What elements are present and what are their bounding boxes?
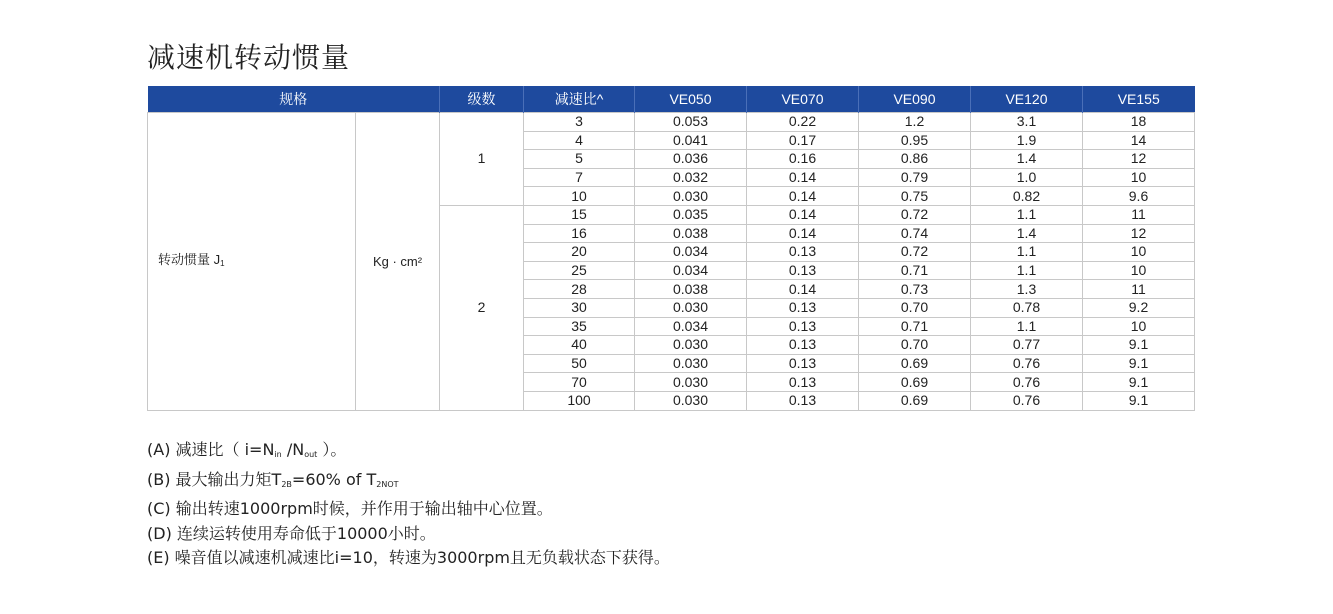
value-cell: 1.1: [971, 261, 1083, 280]
value-cell: 0.030: [635, 187, 747, 206]
note-a-sub-out: out: [304, 450, 318, 459]
value-cell: 0.13: [747, 373, 859, 392]
value-cell: 0.030: [635, 373, 747, 392]
ratio-cell: 28: [524, 280, 635, 299]
value-cell: 0.032: [635, 168, 747, 187]
value-cell: 0.76: [971, 354, 1083, 373]
value-cell: 0.75: [859, 187, 971, 206]
note-b-text-mid: =60% of T: [291, 469, 377, 489]
ratio-cell: 50: [524, 354, 635, 373]
value-cell: 0.14: [747, 280, 859, 299]
ratio-cell: 10: [524, 187, 635, 206]
value-cell: 0.77: [971, 336, 1083, 355]
value-cell: 9.1: [1083, 354, 1195, 373]
table-header-row: [148, 86, 1195, 113]
value-cell: 0.74: [859, 224, 971, 243]
value-cell: 0.13: [747, 317, 859, 336]
header-ve090: VE090: [859, 86, 971, 113]
note-d: (D) 连续运转使用寿命低于10000小时。: [147, 523, 436, 543]
ratio-cell: 25: [524, 261, 635, 280]
value-cell: 0.72: [859, 205, 971, 224]
value-cell: 0.038: [635, 280, 747, 299]
value-cell: 0.95: [859, 131, 971, 150]
value-cell: 0.030: [635, 298, 747, 317]
ratio-cell: 3: [524, 113, 635, 132]
header-ve050: VE050: [635, 86, 747, 113]
note-a-text-end: ）。: [317, 440, 347, 459]
value-cell: 1.1: [971, 243, 1083, 262]
value-cell: 9.1: [1083, 391, 1195, 410]
value-cell: 1.2: [859, 113, 971, 132]
header-stages: 级数: [440, 86, 524, 113]
value-cell: 0.13: [747, 336, 859, 355]
note-a-text: (A) 减速比（ i=N: [147, 440, 275, 459]
value-cell: 1.0: [971, 168, 1083, 187]
value-cell: 0.73: [859, 280, 971, 299]
value-cell: 18: [1083, 113, 1195, 132]
value-cell: 0.13: [747, 354, 859, 373]
value-cell: 12: [1083, 224, 1195, 243]
value-cell: 0.17: [747, 131, 859, 150]
ratio-cell: 20: [524, 243, 635, 262]
stage-cell-2: 2: [440, 205, 524, 410]
value-cell: 12: [1083, 150, 1195, 169]
ratio-cell: 15: [524, 205, 635, 224]
value-cell: 0.13: [747, 298, 859, 317]
value-cell: 0.14: [747, 168, 859, 187]
value-cell: 9.2: [1083, 298, 1195, 317]
note-b-text: (B) 最大输出力矩T: [147, 469, 282, 489]
value-cell: 0.14: [747, 205, 859, 224]
row-label-inertia: [148, 113, 356, 411]
value-cell: 0.14: [747, 224, 859, 243]
ratio-cell: 30: [524, 298, 635, 317]
value-cell: 0.13: [747, 391, 859, 410]
value-cell: 0.78: [971, 298, 1083, 317]
value-cell: 1.1: [971, 317, 1083, 336]
value-cell: 10: [1083, 168, 1195, 187]
value-cell: 0.69: [859, 391, 971, 410]
label-sub: 1: [220, 258, 225, 268]
note-b-sub-2b: 2B: [281, 479, 292, 489]
ratio-cell: 100: [524, 391, 635, 410]
note-b-sub-2not: 2NOT: [376, 479, 399, 489]
note-b: [147, 468, 670, 498]
value-cell: 0.030: [635, 336, 747, 355]
value-cell: 0.034: [635, 317, 747, 336]
value-cell: 1.3: [971, 280, 1083, 299]
value-cell: 11: [1083, 205, 1195, 224]
note-c: (C) 输出转速1000rpm时候，并作用于输出轴中心位置。: [147, 499, 553, 518]
value-cell: 1.1: [971, 205, 1083, 224]
table-row: [148, 113, 1195, 132]
footnotes: [147, 438, 670, 571]
value-cell: 0.69: [859, 354, 971, 373]
value-cell: 10: [1083, 243, 1195, 262]
value-cell: 10: [1083, 317, 1195, 336]
ratio-cell: 4: [524, 131, 635, 150]
value-cell: 9.1: [1083, 336, 1195, 355]
value-cell: 0.82: [971, 187, 1083, 206]
value-cell: 0.030: [635, 354, 747, 373]
note-e: (E) 噪音值以减速机减速比i=10，转速为3000rpm且无负载状态下获得。: [147, 548, 670, 567]
value-cell: 0.72: [859, 243, 971, 262]
stage-cell-1: 1: [440, 113, 524, 206]
header-ratio: 减速比^: [524, 86, 635, 113]
value-cell: 0.038: [635, 224, 747, 243]
value-cell: 11: [1083, 280, 1195, 299]
header-ve155: VE155: [1083, 86, 1195, 113]
value-cell: 10: [1083, 261, 1195, 280]
ratio-cell: 5: [524, 150, 635, 169]
value-cell: 3.1: [971, 113, 1083, 132]
value-cell: 0.16: [747, 150, 859, 169]
value-cell: 0.70: [859, 298, 971, 317]
value-cell: 0.79: [859, 168, 971, 187]
note-a-text-mid: /N: [281, 440, 305, 459]
value-cell: 0.71: [859, 317, 971, 336]
page-title: 减速机转动惯量: [147, 41, 351, 74]
value-cell: 0.86: [859, 150, 971, 169]
value-cell: 0.71: [859, 261, 971, 280]
header-spec: 规格: [148, 86, 440, 113]
value-cell: 1.4: [971, 150, 1083, 169]
ratio-cell: 35: [524, 317, 635, 336]
value-cell: 1.4: [971, 224, 1083, 243]
value-cell: 0.69: [859, 373, 971, 392]
ratio-cell: 7: [524, 168, 635, 187]
value-cell: 9.6: [1083, 187, 1195, 206]
value-cell: 0.13: [747, 243, 859, 262]
value-cell: 0.030: [635, 391, 747, 410]
value-cell: 14: [1083, 131, 1195, 150]
value-cell: 0.053: [635, 113, 747, 132]
unit-cell: Kg · cm²: [356, 113, 440, 411]
value-cell: 0.14: [747, 187, 859, 206]
value-cell: 9.1: [1083, 373, 1195, 392]
header-ve120: VE120: [971, 86, 1083, 113]
ratio-cell: 40: [524, 336, 635, 355]
header-ve070: VE070: [747, 86, 859, 113]
note-a-sub-in: in: [274, 450, 282, 459]
ratio-cell: 16: [524, 224, 635, 243]
value-cell: 0.035: [635, 205, 747, 224]
ratio-cell: 70: [524, 373, 635, 392]
value-cell: 0.034: [635, 243, 747, 262]
value-cell: 0.036: [635, 150, 747, 169]
value-cell: 0.041: [635, 131, 747, 150]
note-a: [147, 438, 670, 468]
label-main: 转动惯量 J: [158, 251, 221, 267]
value-cell: 0.034: [635, 261, 747, 280]
value-cell: 1.9: [971, 131, 1083, 150]
value-cell: 0.70: [859, 336, 971, 355]
inertia-table: [147, 86, 1195, 411]
value-cell: 0.76: [971, 391, 1083, 410]
value-cell: 0.22: [747, 113, 859, 132]
value-cell: 0.76: [971, 373, 1083, 392]
value-cell: 0.13: [747, 261, 859, 280]
